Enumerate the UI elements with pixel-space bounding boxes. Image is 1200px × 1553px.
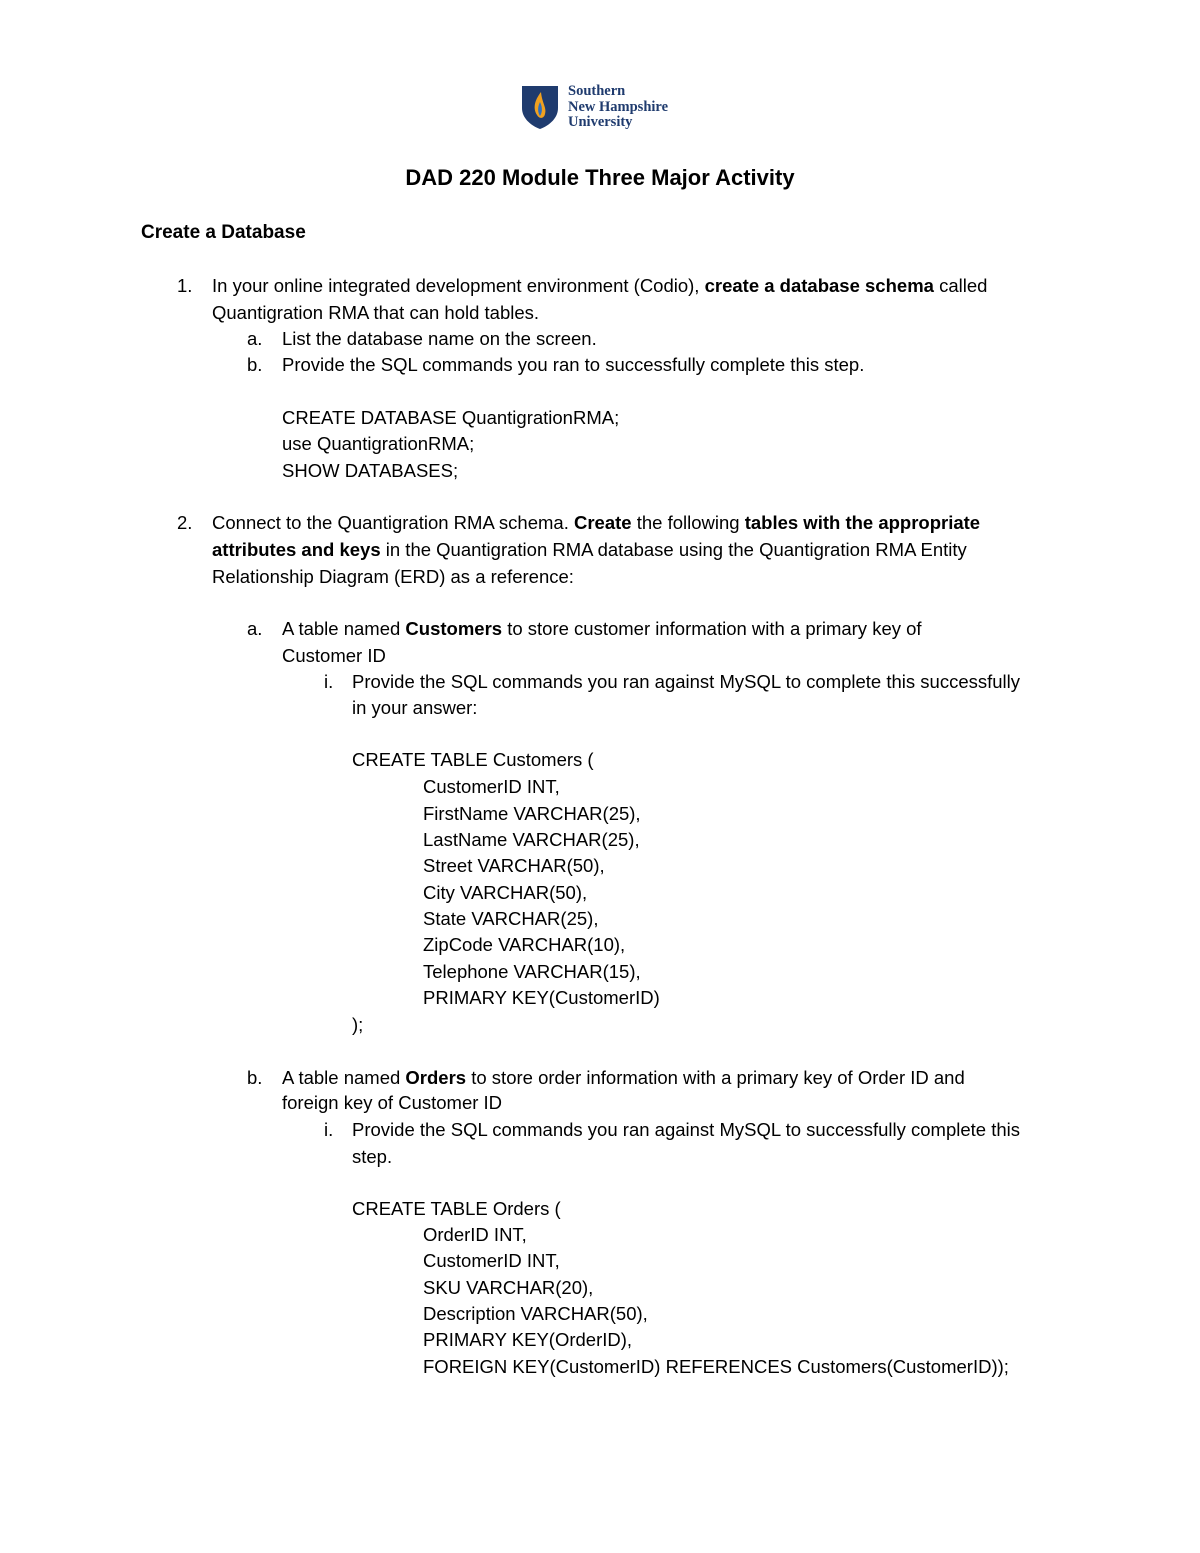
code-line: City VARCHAR(50), xyxy=(423,882,588,903)
item1-sub-b-marker: b. xyxy=(247,354,263,375)
code-line: CREATE TABLE Orders ( xyxy=(352,1198,561,1219)
snhu-shield-icon xyxy=(520,84,560,130)
item1-text-line2: Quantigration RMA that can hold tables. xyxy=(212,302,540,323)
item1-number: 1. xyxy=(177,275,193,296)
code-line: SKU VARCHAR(20), xyxy=(423,1277,594,1298)
item2-sub-b-roman-marker: i. xyxy=(324,1119,334,1140)
item2-sub-b-text-a: A table named xyxy=(282,1067,406,1088)
item2-number: 2. xyxy=(177,512,193,533)
item1-text-line1 xyxy=(212,274,987,298)
item2-bold-a: Create xyxy=(573,512,632,533)
item2-sub-a-roman-marker: i. xyxy=(324,671,334,692)
code-line: Telephone VARCHAR(15), xyxy=(423,961,641,982)
item2-sub-a-text-a: A table named xyxy=(282,618,406,639)
code-line: State VARCHAR(25), xyxy=(423,908,599,929)
code-line: CustomerID INT, xyxy=(423,1250,560,1271)
item2-text-b: the following xyxy=(631,512,745,533)
item2-sub-a-roman-line2: in your answer: xyxy=(352,697,478,718)
code-line: CustomerID INT, xyxy=(423,776,560,797)
snhu-logo xyxy=(520,84,668,131)
logo-line-2: New Hampshire xyxy=(568,98,669,115)
code-line: CREATE TABLE Customers ( xyxy=(352,749,594,770)
item2-text-a: Connect to the Quantigration RMA schema. xyxy=(212,512,574,533)
code-line: FirstName VARCHAR(25), xyxy=(423,803,641,824)
code-line: Description VARCHAR(50), xyxy=(423,1303,648,1324)
document-title: DAD 220 Module Three Major Activity xyxy=(405,165,795,190)
code-line: FOREIGN KEY(CustomerID) REFERENCES Customers(CustomerID)); xyxy=(423,1356,1009,1377)
item1-text-a: In your online integrated development environment (Codio), xyxy=(212,275,705,296)
item2-sub-a-text-b: to store customer information with a primary key of xyxy=(502,618,922,639)
logo-line-1: Southern xyxy=(568,83,626,99)
item2-sub-b-text-b: to store order information with a primary key of Order ID and xyxy=(466,1067,965,1088)
item2-sub-b-text xyxy=(282,1066,965,1090)
item1-sub-a-text: List the database name on the screen. xyxy=(282,328,597,349)
item2-bold-b: tables with the appropriate xyxy=(744,512,981,533)
code-line: CREATE DATABASE QuantigrationRMA; xyxy=(282,407,620,428)
item1-sub-b-text: Provide the SQL commands you ran to successfully complete this step. xyxy=(282,354,865,375)
item2-sub-b-marker: b. xyxy=(247,1067,263,1088)
code-line: LastName VARCHAR(25), xyxy=(423,829,640,850)
item2-sub-b-roman-line1: Provide the SQL commands you ran against MySQL to successfully complete this xyxy=(352,1119,1021,1140)
code-line: use QuantigrationRMA; xyxy=(282,433,475,454)
section-heading: Create a Database xyxy=(141,222,306,243)
item1-text-b: called xyxy=(933,275,988,296)
code-line: PRIMARY KEY(OrderID), xyxy=(423,1329,633,1350)
item2-sub-a-text xyxy=(282,617,922,641)
item2-bold-c: attributes and keys xyxy=(212,539,381,560)
code-line: SHOW DATABASES; xyxy=(282,460,459,481)
item2-sub-b-bold: Orders xyxy=(405,1067,467,1088)
item2-sub-a-bold: Customers xyxy=(405,618,503,639)
item2-sub-a-roman-line1: Provide the SQL commands you ran against MySQL to complete this successfully xyxy=(352,671,1021,692)
logo-wordmark xyxy=(568,84,668,131)
item1-bold-a: create a database schema xyxy=(704,275,934,296)
item2-text-c: in the Quantigration RMA database using the Quantigration RMA Entity xyxy=(380,539,967,560)
item2-sub-b-roman-line2: step. xyxy=(352,1146,393,1167)
code-line: ZipCode VARCHAR(10), xyxy=(423,934,626,955)
item2-text-line1 xyxy=(212,511,980,535)
item2-text-line3: Relationship Diagram (ERD) as a reference: xyxy=(212,566,574,587)
code-line: PRIMARY KEY(CustomerID) xyxy=(423,987,660,1008)
item1-sub-a-marker: a. xyxy=(247,328,263,349)
logo-line-3: University xyxy=(568,114,633,130)
item2-sub-a-line2: Customer ID xyxy=(282,645,386,666)
code-line: OrderID INT, xyxy=(423,1224,527,1245)
code-line: ); xyxy=(352,1014,364,1035)
item2-sub-a-marker: a. xyxy=(247,618,263,639)
item2-text-line2 xyxy=(212,538,967,562)
item2-sub-b-line2: foreign key of Customer ID xyxy=(282,1092,503,1113)
code-line: Street VARCHAR(50), xyxy=(423,855,605,876)
